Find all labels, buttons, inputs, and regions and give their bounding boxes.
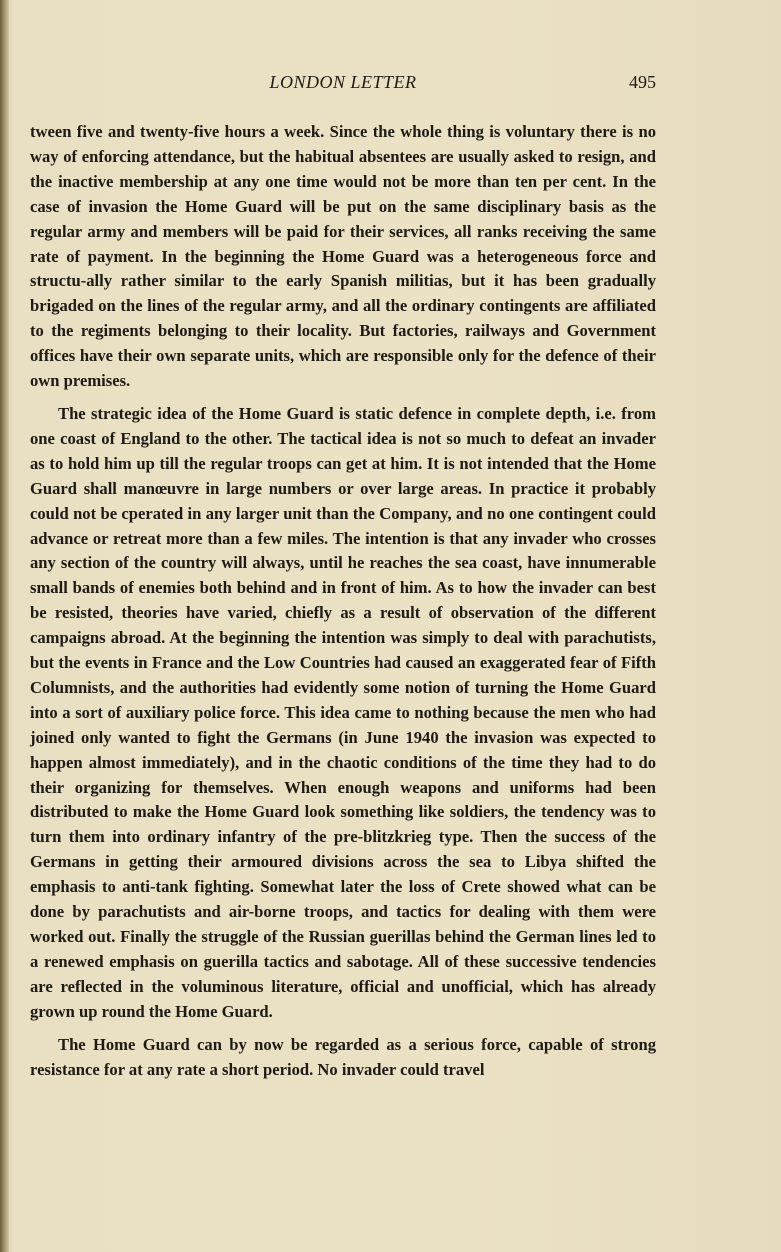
paragraph-2: The strategic idea of the Home Guard is static defence in complete depth, i.e. from one coast of England to the other. The tactical idea is not so much to defeat an invader as to hold him up till the regular troops can get at him. It is not intended that the Home Guard shall manœuvre in large numbers or over large areas. In practice it probably could not be cperated in any larger unit than the Company, and no one contingent could advance or retreat more than a few miles. The intention is that any invader who crosses any section of the country will always, until he reaches the sea coast, have innumerable small bands of enemies both behind and in front of him. As to how the invader can best be resisted, theories have varied, chiefly as a result of observation of the different campaigns abroad. At the beginning the intention was simply to deal with parachutists, but the events in France and the Low Countries had caused an exaggerated fear of Fifth Columnists, and the authorities had evidently some notion of turning the Home Guard into a sort of auxiliary police force. This idea came to nothing because the men who had joined only wanted to fight the Germans (in June 1940 the invasion was expected to happen almost immediately), and in the chaotic conditions of the time they had to do their organizing for themselves. When enough weapons and uniforms had been distributed to make the Home Guard look something like soldiers, the tendency was to turn them into ordinary infantry of the pre-blitzkrieg type. Then the success of the Germans in getting their armoured divisions across the sea to Libya shifted the emphasis to anti-tank fighting. Somewhat later the loss of Crete showed what can be done by parachutists and air-borne troops, and tactics for dealing with them were worked out. Finally the struggle of the Russian guerillas behind the German lines led to a renewed emphasis on guerilla tactics and sabotage. All of these successive tendencies are reflected in the voluminous literature, official and unofficial, which has already grown up round the Home Guard. <box>30 403 656 1021</box>
book-spine-edge <box>0 0 9 1252</box>
paragraph-3: The Home Guard can by now be regarded as a serious force, capable of strong resistance for at any rate a short period. No invader could travel <box>30 1034 656 1079</box>
body-text <box>30 120 656 1082</box>
page-number: 495 <box>629 72 656 92</box>
paragraph-1: tween five and twenty-five hours a week. Since the whole thing is voluntary there is no way of enforcing attendance, but the habitual absentees are usually asked to resign, and the inactive membership at any one time would not be more than ten per cent. In the case of invasion the Home Guard will be put on the same disciplinary basis as the regular army and members will be paid for their services, all ranks receiving the same rate of payment. In the beginning the Home Guard was a heterogeneous force and structu-ally rather similar to the early Spanish militias, but it has been gradually brigaded on the lines of the regular army, and all the ordinary contingents are affiliated to the regiments belonging to their locality. But factories, railways and Government offices have their own separate units, which are responsible only for the defence of their own premises. <box>30 122 656 391</box>
running-title: LONDON LETTER <box>269 72 417 92</box>
page-header <box>30 72 656 102</box>
